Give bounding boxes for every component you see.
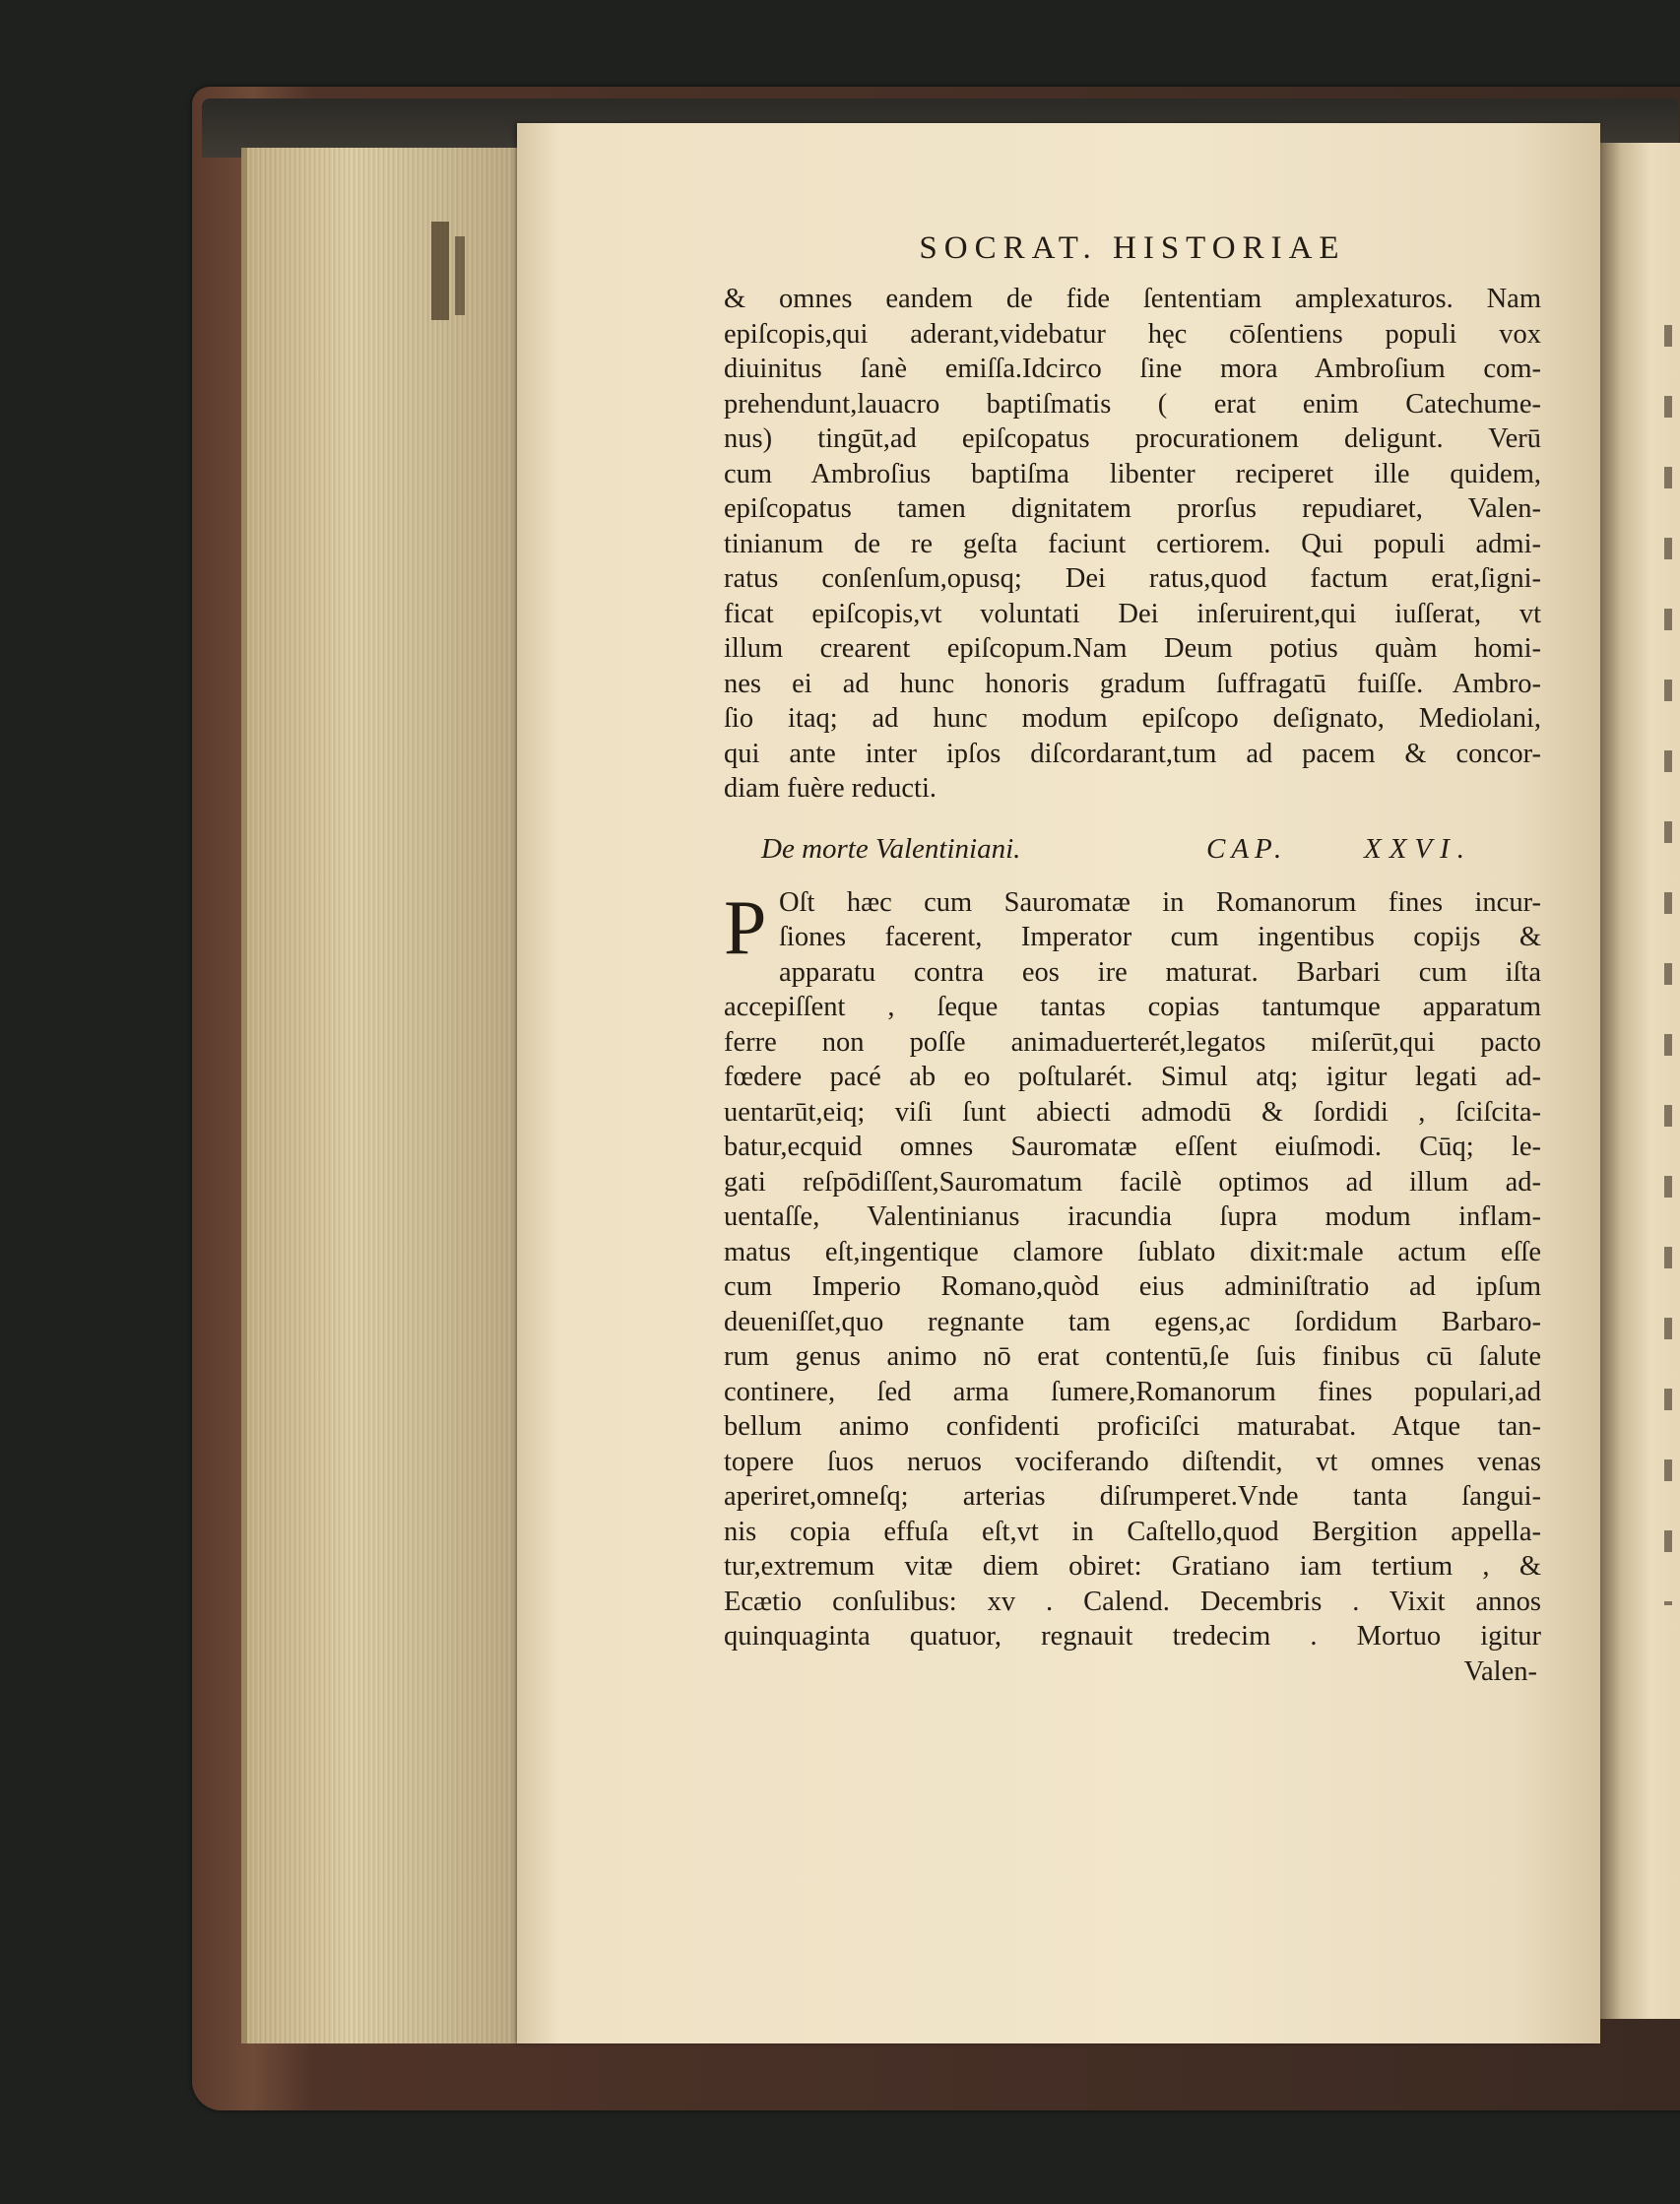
right-page-text-fragments — [1664, 325, 1672, 1605]
text-line: ſiones facerent, Imperator cum ingentibus copijs & — [779, 922, 1541, 952]
text-line: accepiſſent , ſeque tantas copias tantumque apparatum — [724, 992, 1541, 1022]
page-edge-mark — [431, 222, 449, 320]
chapter-heading — [724, 824, 1541, 874]
catchword: Valen- — [1463, 1655, 1537, 1687]
text-line: continere, ſed arma ſumere,Romanorum fines populari,ad — [724, 1376, 1541, 1407]
chapter-number: XXVI. — [1364, 832, 1473, 865]
text-line: apparatu contra eos ire maturat. Barbari cum iſta — [779, 956, 1541, 988]
page-content — [724, 227, 1541, 1690]
text-line: matus eſt,ingentique clamore ſublato dixit:male actum eſſe — [724, 1236, 1541, 1267]
text-line: ficat epiſcopis,vt voluntati Dei inſeruirent,qui iuſſerat, vt — [724, 598, 1541, 629]
text-line: gati reſpōdiſſent,Sauromatum facilè optimos ad illum ad- — [724, 1166, 1541, 1198]
text-line: epiſcopis,qui aderant,videbatur hęc cōſentiens populi vox — [724, 318, 1541, 350]
text-line: diam fuère reducti. — [724, 773, 937, 804]
paragraph-2-block — [724, 885, 1541, 1654]
chapter-cap-label: CAP. — [1206, 832, 1288, 865]
text-line: topere ſuos neruos vociferando diſtendit, vt omnes venas — [724, 1446, 1541, 1477]
text-line: aperiret,omneſq; arterias diſrumperet.Vnde tanta ſangui- — [724, 1481, 1541, 1512]
text-line: Ecætio conſulibus: xv . Calend. Decembris . Vixit annos — [724, 1586, 1541, 1617]
text-line: & omnes eandem de fide ſententiam amplexaturos. Nam — [724, 284, 1541, 314]
text-line: nis copia effuſa eſt,vt in Caſtello,quod Bergition appella- — [724, 1516, 1541, 1547]
text-line: fœdere pacé ab eo poſtularét. Simul atq; igitur legati ad- — [724, 1062, 1541, 1092]
paragraph-1 — [724, 282, 1541, 807]
text-line: bellum animo confidenti proficiſci maturabat. Atque tan- — [724, 1411, 1541, 1442]
drop-cap: P — [724, 883, 767, 970]
text-line: uentarūt,eiq; viſi ſunt abiecti admodū & ſordidi , ſciſcita- — [724, 1096, 1541, 1128]
page-edge-mark — [455, 236, 465, 315]
page-stack-shading — [241, 148, 517, 2043]
text-line: nus) tingūt,ad epiſcopatus procurationem deligunt. Verū — [724, 423, 1541, 454]
text-line: prehendunt,lauacro baptiſmatis ( erat enim Catechume- — [724, 388, 1541, 420]
text-line: cum Ambroſius baptiſma libenter reciperet ille quidem, — [724, 458, 1541, 489]
text-line: qui ante inter ipſos diſcordarant,tum ad pacem & concor- — [724, 738, 1541, 769]
text-line: deueniſſet,quo regnante tam egens,ac ſordidum Barbaro- — [724, 1306, 1541, 1337]
text-line: ferre non poſſe animaduerterét,legatos miſerūt,qui pacto — [724, 1026, 1541, 1058]
text-line: tinianum de re geſta faciunt certiorem. Qui populi admi- — [724, 528, 1541, 559]
text-line: epiſcopatus tamen dignitatem prorſus repudiaret, Valen- — [724, 493, 1541, 524]
text-line: tur,extremum vitæ diem obiret: Gratiano iam tertium , & — [724, 1551, 1541, 1582]
running-head: SOCRAT. HISTORIAE — [919, 230, 1346, 266]
text-line: rum genus animo nō erat contentū,ſe ſuis finibus cū ſalute — [724, 1341, 1541, 1372]
chapter-title: De morte Valentiniani. — [761, 832, 1021, 865]
text-line: Oſt hæc cum Sauromatæ in Romanorum fines incur- — [779, 886, 1541, 918]
text-line: diuinitus ſanè emiſſa.Idcirco ſine mora Ambroſium com- — [724, 354, 1541, 384]
paragraph-2 — [724, 885, 1541, 1654]
text-line: batur,ecquid omnes Sauromatæ eſſent eiuſmodi. Cūq; le- — [724, 1132, 1541, 1162]
text-line: illum crearent epiſcopum.Nam Deum potius quàm homi- — [724, 633, 1541, 664]
text-line: quinquaginta quatuor, regnauit tredecim . Mortuo igitur — [724, 1621, 1541, 1652]
text-line: ſio itaq; ad hunc modum epiſcopo deſignato, Mediolani, — [724, 703, 1541, 734]
text-line: uentaſſe, Valentinianus iracundia ſupra modum inflam- — [724, 1201, 1541, 1232]
text-line: ratus conſenſum,opusq; Dei ratus,quod factum erat,ſigni- — [724, 563, 1541, 594]
text-line: cum Imperio Romano,quòd eius adminiſtratio ad ipſum — [724, 1271, 1541, 1302]
text-line: nes ei ad hunc honoris gradum ſuffragatū fuiſſe. Ambro- — [724, 668, 1541, 699]
